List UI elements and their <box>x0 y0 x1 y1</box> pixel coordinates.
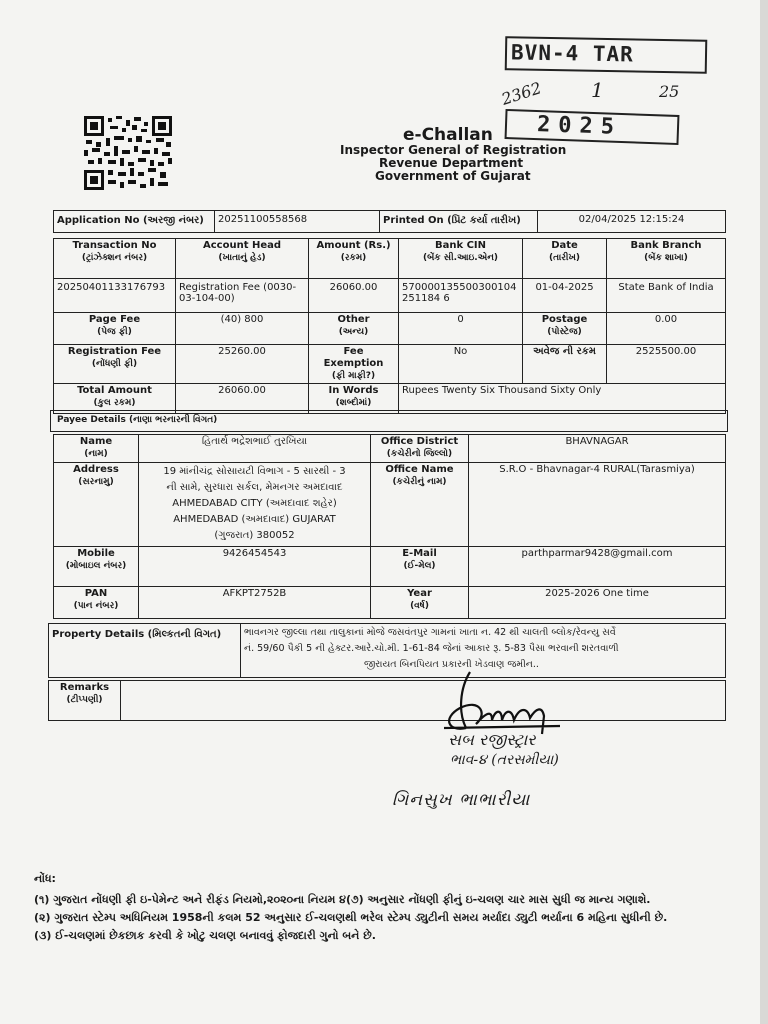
label-gu: (ઈ-મેલ) <box>403 561 436 571</box>
issuer-line-2: Revenue Department <box>379 156 524 170</box>
label-gu: (વર્ષ) <box>410 601 429 611</box>
label-en: E-Mail <box>402 548 437 559</box>
stamp-year: 2025 <box>536 112 623 141</box>
qr-code <box>84 116 172 190</box>
stamp-number-1: 2362 <box>499 78 544 109</box>
address-line-5: (ગુજરાત) 380052 <box>214 530 295 541</box>
property-table <box>48 623 726 678</box>
email-label <box>371 547 469 587</box>
office-district-label <box>371 435 469 463</box>
account-head: Registration Fee (0030-03-104-00) <box>176 279 309 313</box>
label-en: Page Fee <box>88 314 141 325</box>
total-amount-label <box>54 384 176 414</box>
printed-on-label: Printed On (પ્રિંટ કર્યા તારીખ) <box>380 211 538 233</box>
label-en: Bank CIN <box>434 240 487 251</box>
application-no-label: Application No (અરજી નંબર) <box>54 211 215 233</box>
stamp-number-3: 25 <box>659 82 680 101</box>
sub-registrar-office: ભાવ-૪ (તરસમીયા) <box>450 752 559 768</box>
stamp-year-box <box>505 109 680 145</box>
label-gu: (તારીખ) <box>548 253 581 263</box>
property-line-1: ભાવનગર જીલ્લા તથા તાલુકાનાં મોજે જસવંતપુર ગામનાં ખાતા ન. 42 થી ચાલતી બ્લોક/રેવન્યુ સર્વે <box>244 627 616 638</box>
label-en: Registration Fee <box>67 346 162 357</box>
label-gu: (ટ્રાંઝેક્શન નંબર) <box>81 253 148 263</box>
label-en: Mobile <box>77 548 115 559</box>
mobile: 9426454543 <box>139 547 371 587</box>
office-name: S.R.O - Bhavnagar-4 RURAL(Tarasmiya) <box>469 463 726 547</box>
transaction-table <box>53 238 726 414</box>
other: 0 <box>399 313 523 345</box>
property-line-3: જીરાયત બિનપિયત પ્રકારની ખેડવાણ જમીન.. <box>364 659 539 670</box>
note-1: (૧) ગુજરાત નોંધણી ફી ઇ-પેમેન્ટ અને રીફંડ નિયમો,૨૦૨૦ના નિયમ ૪(૭) અનુસાર નોંધણી ફીનું ઇ-ચલણ ચાર માસ સુધી જ માન્ય ગણાશે. <box>34 893 651 906</box>
amount-in-words: Rupees Twenty Six Thousand Sixty Only <box>399 384 726 414</box>
in-words-label <box>309 384 399 414</box>
label-gu: (કુલ રકમ) <box>93 398 136 408</box>
label-gu: (ખાતાનું હેડ) <box>218 253 266 263</box>
label-en: Bank Branch <box>630 240 702 251</box>
label-gu: (નોંધણી ફી) <box>91 359 138 369</box>
postage-label <box>523 313 607 345</box>
header-bank-cin <box>399 239 523 279</box>
issuer-line-3: Government of Gujarat <box>375 169 531 183</box>
label-en: Remarks <box>59 682 110 693</box>
application-no: 20251100558568 <box>215 211 380 233</box>
address-line-1: 19 માંનીચંદ્ર સોસાયટી વિભાગ - 5 સારથી - 3 <box>163 466 346 477</box>
bank-branch: State Bank of India <box>607 279 726 313</box>
label-gu: (પેજ ફી) <box>97 327 132 337</box>
note-3: (૩) ઈ-ચલણમાં છેકછાક કરવી કે ખોટુ ચલણ બનાવવું ફોજદારી ગુનો બને છે. <box>34 929 376 942</box>
address-line-2: ની સામે, સુરધારા સર્કલ, મેમનગર અમદાવાદ <box>166 482 343 493</box>
sub-registrar-title: સબ રજીસ્ટ્રાર <box>448 730 536 749</box>
label-gu: (નામ) <box>84 449 108 459</box>
payee-section-header <box>50 410 728 432</box>
office-stamp <box>499 38 705 148</box>
label-en: Other <box>337 314 370 325</box>
postage: 0.00 <box>607 313 726 345</box>
label-gu: (શબ્દોમાં) <box>335 398 372 408</box>
payee-section-title: Payee Details (નાણા ભરનારની વિગત) <box>57 415 218 425</box>
label-en: Address <box>73 464 119 475</box>
amount: 26060.00 <box>309 279 399 313</box>
property-details-label: Property Details (મિલ્કતની વિગત) <box>49 624 241 678</box>
address-line-4: AHMEDABAD (અમદાવાદ) GUJARAT <box>173 514 336 525</box>
transaction-no: 20250401133176793 <box>54 279 176 313</box>
fee-exemption: No <box>399 345 523 384</box>
header-transaction-no <box>54 239 176 279</box>
label-gu: (રકમ) <box>340 253 367 263</box>
label-gu: (કચેરીનું નામ) <box>392 477 447 487</box>
email: parthparmar9428@gmail.com <box>469 547 726 587</box>
fee-exemption-label <box>309 345 399 384</box>
label-gu: (બેંક સી.આઇ.એન) <box>422 253 499 263</box>
payee-name-label <box>54 435 139 463</box>
label-gu: (પોસ્ટેજ) <box>547 327 582 337</box>
total-amount: 26060.00 <box>176 384 309 414</box>
other-label <box>309 313 399 345</box>
page-fee-label <box>54 313 176 345</box>
year: 2025-2026 One time <box>469 587 726 619</box>
address <box>139 463 371 547</box>
label-en: Amount (Rs.) <box>316 240 391 251</box>
office-district: BHAVNAGAR <box>469 435 726 463</box>
avej-amount: 2525500.00 <box>607 345 726 384</box>
label-gu: (કચેરીનો જિલ્લો) <box>386 449 453 459</box>
pan: AFKPT2752B <box>139 587 371 619</box>
label-en: Fee Exemption <box>323 346 384 369</box>
label-en: In Words <box>328 385 379 396</box>
registration-fee: 25260.00 <box>176 345 309 384</box>
issuer-line-1: Inspector General of Registration <box>340 143 567 157</box>
handwritten-name: ગિનસુખ ભાભારીયા <box>392 790 531 810</box>
address-line-3: AHMEDABAD CITY (અમદાવાદ શહેર) <box>172 498 337 509</box>
label-en: Name <box>79 436 113 447</box>
label-en: Account Head <box>202 240 282 251</box>
label-gu: (અન્ય) <box>338 327 369 337</box>
date: 01-04-2025 <box>523 279 607 313</box>
application-table <box>53 210 726 233</box>
header-bank-branch <box>607 239 726 279</box>
label-gu: (મોબાઇલ નંબર) <box>65 561 127 571</box>
note-2: (૨) ગુજરાત સ્ટેમ્પ અધિનિયમ 1958ની કલમ 52 અનુસાર ઈ-ચલણથી ભરેલ સ્ટેમ્પ ડ્યુટીની સમય મર્યાદા ડ્યુટી ભર્યાના 6 મહિના સુધીની છે. <box>34 911 668 924</box>
label-gu: (ફી માફી?) <box>331 371 376 381</box>
bank-cin: 570000135500300104251184 6 <box>399 279 523 313</box>
label-en: Date <box>551 240 578 251</box>
remarks-label <box>49 681 121 721</box>
printed-on: 02/04/2025 12:15:24 <box>538 211 726 233</box>
pan-label <box>54 587 139 619</box>
page-edge <box>760 0 768 1024</box>
property-line-2: નં. 59/60 પૈકી 5 ની હેક્ટર.આરે.ચો.મી. 1-61-84 જેનાં આકાર રૂ. 5-83 પૈસા ભરવાની શરતવાળી <box>244 643 619 654</box>
label-en: Postage <box>541 314 588 325</box>
registration-fee-label <box>54 345 176 384</box>
label-en: Office Name <box>385 464 454 475</box>
payee-name: હિતાર્થ ભદ્રેશભાઈ તુરખિયા <box>139 435 371 463</box>
label-en: Office District <box>380 436 459 447</box>
stamp-number-2: 1 <box>591 78 604 102</box>
label-gu: (બેંક શાખા) <box>644 253 688 263</box>
notes-heading: નોંધ: <box>34 872 56 885</box>
mobile-label <box>54 547 139 587</box>
payee-table <box>53 434 726 619</box>
remarks-value <box>121 681 726 721</box>
year-label <box>371 587 469 619</box>
stamp-code-box <box>505 36 708 74</box>
document-title: e-Challan <box>403 125 493 145</box>
label-en: Transaction No <box>72 240 157 251</box>
label-en: Total Amount <box>77 385 152 396</box>
address-label <box>54 463 139 547</box>
header-date <box>523 239 607 279</box>
remarks-table <box>48 680 726 721</box>
stamp-code: BVN-4 TAR <box>510 40 635 67</box>
office-name-label <box>371 463 469 547</box>
label-en: PAN <box>84 588 108 599</box>
label-gu: (ટીપ્પણી) <box>66 695 103 705</box>
signature-image <box>430 668 580 738</box>
header-account-head <box>176 239 309 279</box>
label-gu: (પાન નંબર) <box>73 601 119 611</box>
avej-amount-label: અવેજ ની રકમ <box>523 345 607 384</box>
page-fee: (40) 800 <box>176 313 309 345</box>
header-amount <box>309 239 399 279</box>
label-en: Year <box>407 588 432 599</box>
label-gu: (સરનામુ) <box>78 477 114 487</box>
